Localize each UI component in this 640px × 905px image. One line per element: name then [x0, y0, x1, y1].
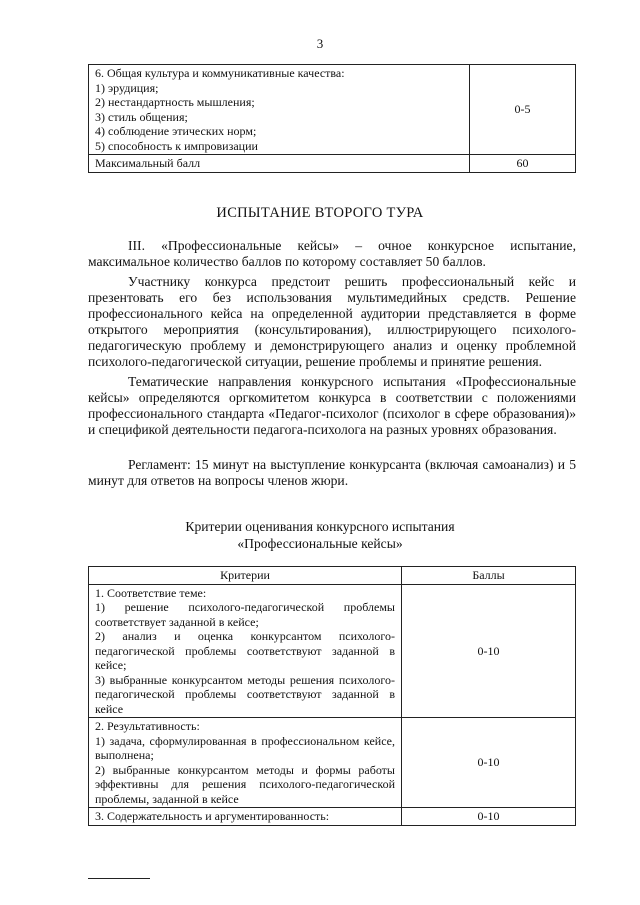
header-criteria: Критерии [89, 567, 402, 585]
score-cell: 0-10 [402, 808, 576, 826]
max-score-label: Максимальный балл [89, 155, 470, 173]
criteria-caption-line2: «Профессиональные кейсы» [237, 536, 403, 551]
paragraph-text: Участнику конкурса предстоит решить профессиональный кейс и презентовать его без использования мультимедийных средств. Решение профессионального кейса на определенной аудитории представляется в форме открытого мероприятия (консультирования), иллюстрирующего психолого-педагогическую проблему и демонстрирующего анализ и оценку проблемной психолого-педагогической ситуации, решение проблемы и принятие решения. [88, 274, 576, 369]
criterion-title: 3. Содержательность и аргументированность: [95, 809, 330, 823]
score-cell: 0-10 [402, 718, 576, 808]
paragraph-text: III. «Профессиональные кейсы» – очное конкурсное испытание, максимальное количество баллов по которому составляет 50 баллов. [88, 238, 576, 269]
paragraph [88, 374, 576, 438]
criterion-title: 2. Результативность: [95, 719, 200, 733]
header-points: Баллы [402, 567, 576, 585]
criterion-item: 3) выбранные конкурсантом методы решения психолого-педагогической проблемы соответствуют заданной в кейсе [95, 672, 395, 716]
table-row [89, 65, 576, 155]
max-score-value: 60 [470, 155, 576, 173]
criterion-cell [89, 584, 402, 718]
criterion-line: 1) эрудиция; [95, 80, 159, 95]
criterion-line: 6. Общая культура и коммуникативные качества: [95, 66, 345, 80]
paragraph [88, 238, 576, 270]
table-row [89, 584, 576, 718]
table-row [89, 718, 576, 808]
criterion-item: 2) анализ и оценка конкурсантом психолого-педагогической проблемы соответствуют заданной в кейсе; [95, 629, 395, 672]
criterion-item: 1) задача, сформулированная в профессиональном кейсе, выполнена; [95, 733, 395, 762]
paragraph-text: Тематические направления конкурсного испытания «Профессиональные кейсы» определяются оргкомитетом конкурса в соответствии с положениями профессионального стандарта «Педагог-психолог (психолог в сфере образования)» и спецификой деятельности педагога-психолога на разных уровнях образования. [88, 374, 576, 437]
paragraph [88, 457, 576, 489]
footnote-divider [88, 878, 150, 879]
page-number: 3 [316, 36, 324, 51]
criterion-cell [89, 65, 470, 155]
criterion-item: 1) решение психолого-педагогической проблемы соответствует заданной в кейсе; [95, 600, 395, 629]
paragraph-text: Регламент: 15 минут на выступление конкурсанта (включая самоанализ) и 5 минут для ответов на вопросы членов жюри. [88, 457, 576, 488]
table-criteria [88, 566, 576, 826]
score-cell: 0-5 [470, 65, 576, 155]
table-row [89, 155, 576, 173]
criterion-line: 3) стиль общения; [95, 109, 188, 124]
table-general-culture [88, 64, 576, 173]
criteria-caption-line1: Критерии оценивания конкурсного испытания [185, 519, 455, 534]
table-row [89, 808, 576, 826]
section-title: ИСПЫТАНИЕ ВТОРОГО ТУРА [216, 205, 424, 221]
criterion-line: 5) способность к импровизации [95, 138, 258, 153]
criterion-item: 2) выбранные конкурсантом методы и формы работы эффективны для решения психолого-педагогической проблемы, заданной в кейсе [95, 762, 395, 806]
paragraph [88, 274, 576, 370]
criterion-cell [89, 808, 402, 826]
criterion-line: 4) соблюдение этических норм; [95, 124, 257, 138]
table-header-row [89, 567, 576, 585]
criterion-title: 1. Соответствие теме: [95, 585, 207, 600]
criterion-line: 2) нестандартность мышления; [95, 95, 255, 109]
criterion-cell [89, 718, 402, 808]
score-cell: 0-10 [402, 584, 576, 718]
